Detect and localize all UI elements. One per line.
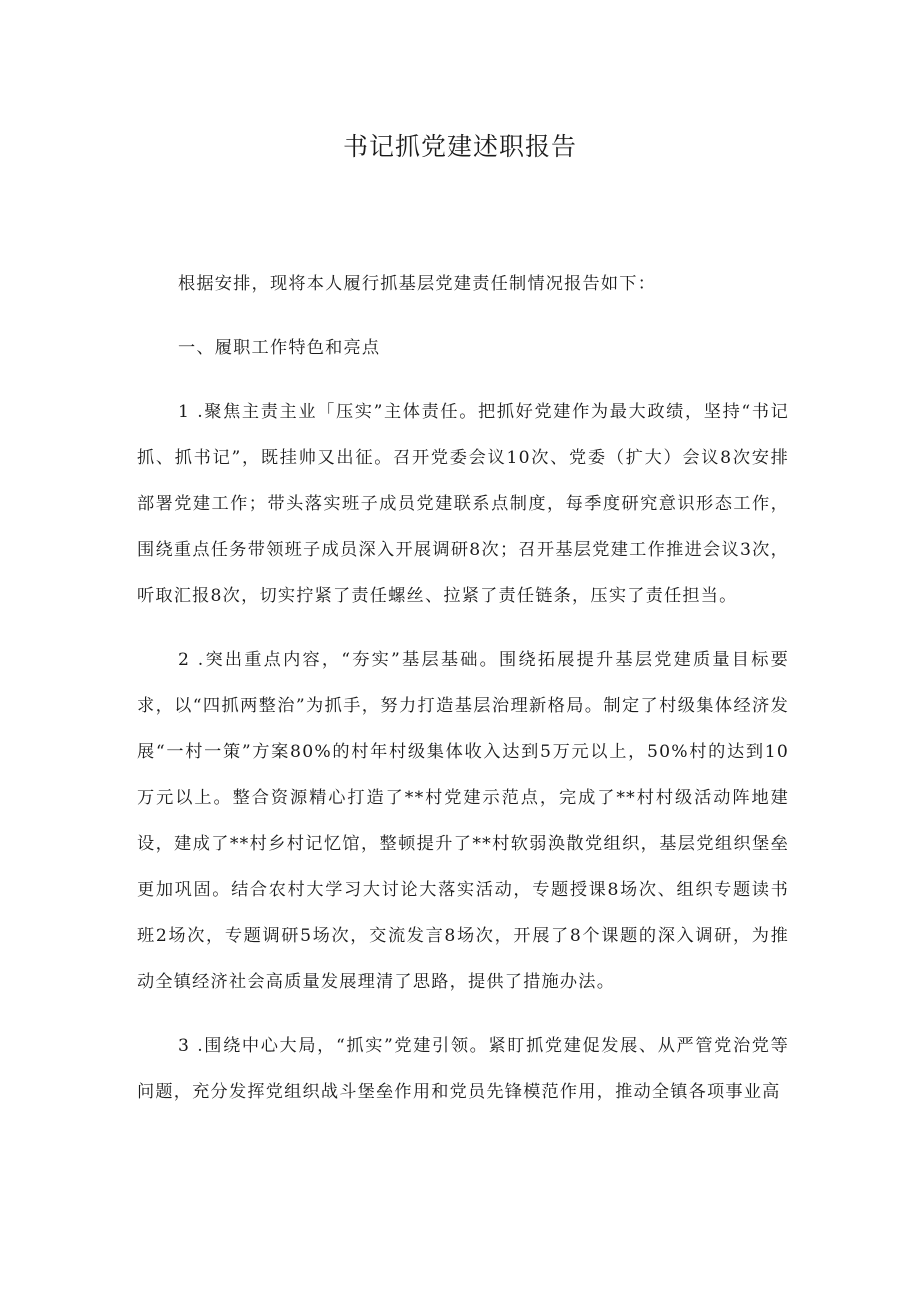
item-3-paragraph: 3 .围绕中心大局，“抓实”党建引领。紧盯抓党建促发展、从严管党治党等问题，充分发挥党组织战斗堡垒作用和党员先锋模范作用，推动全镇各项事业高 (137, 1036, 789, 1102)
item-2-paragraph: 2 .突出重点内容，“夯实”基层基础。围绕拓展提升基层党建质量目标要求，以“四抓两整治”为抓手，努力打造基层治理新格局。制定了村级集体经济发展“一村一策”方案80%的村年村级集体收入达到5万元以上，50%村的达到10万元以上。整合资源精心打造了**村党建示范点，完成了**村村级活动阵地建设，建成了**村乡村记忆馆，整顿提升了**村软弱涣散党组织，基层党组织堡垒更加巩固。结合农村大学习大讨论大落实活动，专题授课8场次、组织专题读书班2场次，专题调研5场次，交流发言8场次，开展了8个课题的深入调研，为推动全镇经济社会高质量发展理清了思路，提供了措施办法。 (137, 650, 789, 992)
section-heading: 一、履职工作特色和亮点 (178, 338, 381, 358)
document-title: 书记抓党建述职报告 (342, 132, 577, 161)
item-1-paragraph: 1 .聚焦主责主业「压实”主体责任。把抓好党建作为最大政绩，坚持“书记抓、抓书记”，既挂帅又出征。召开党委会议10次、党委（扩大）会议8次安排部署党建工作；带头落实班子成员党建联系点制度，每季度研究意识形态工作，围绕重点任务带领班子成员深入开展调研8次；召开基层党建工作推进会议3次，听取汇报8次，切实拧紧了责任螺丝、拉紧了责任链条，压实了责任担当。 (137, 402, 789, 606)
intro-paragraph: 根据安排，现将本人履行抓基层党建责任制情况报告如下： (178, 274, 657, 294)
document-body (137, 261, 789, 1115)
